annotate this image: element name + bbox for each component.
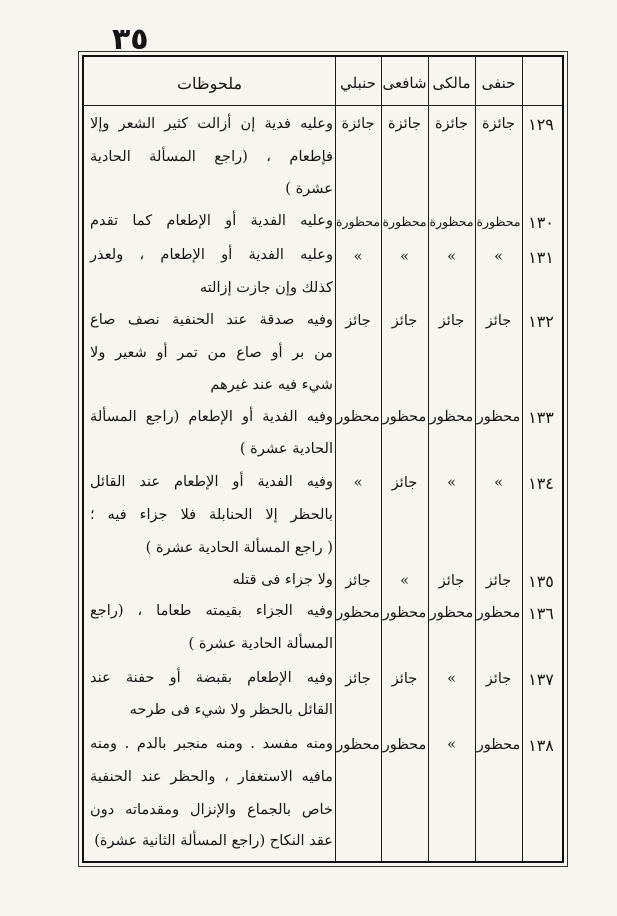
note-line: وفيه الإطعام بقبضة أو حفنة عند: [90, 669, 333, 686]
note-line: وفيه الجزاء بقيمته طعاما ، (راجع: [90, 602, 333, 619]
row-number: ١٢٩: [528, 115, 554, 134]
cell-hanbali: »: [353, 249, 363, 265]
note-line: وفيه الفدية أو الإطعام عند القائل: [90, 473, 333, 490]
header-shafii: شافعى: [382, 74, 427, 92]
cell-maliki: »: [447, 671, 456, 687]
header-number: [522, 65, 562, 101]
cell-maliki: »: [447, 249, 456, 265]
note-line: وفيه صدقة عند الحنفية نصف صاع: [90, 311, 333, 328]
row-number: ١٣٥: [528, 572, 554, 591]
cell-shafii: جائزة: [387, 116, 421, 132]
cell-hanbali: محظور: [336, 605, 380, 621]
cell-maliki: جائز: [438, 313, 465, 329]
note-line: من بر أو صاع من تمر أو شعير ولا: [90, 344, 333, 361]
row-number: ١٣٤: [528, 474, 554, 493]
cell-maliki: »: [447, 737, 456, 753]
cell-hanbali: جائز: [345, 671, 371, 687]
cell-shafii: محظور: [382, 737, 427, 753]
row-number: ١٣٠: [528, 213, 554, 232]
row-number: ١٣٣: [528, 408, 554, 427]
cell-hanafi: محظور: [476, 737, 521, 753]
note-line: بالحظر إلا الحنابلة فلا جزاء فيه ؛: [90, 506, 333, 523]
cell-hanafi: محظور: [476, 605, 521, 621]
row-number: ١٣١: [528, 248, 554, 267]
cell-maliki: محظورة: [429, 214, 474, 229]
header-hanbali: حنبلي: [340, 74, 376, 92]
note-line: المسألة الحادية عشرة ): [188, 635, 333, 652]
cell-maliki: »: [447, 475, 456, 491]
cell-shafii: جائز: [391, 313, 418, 329]
cell-hanafi: »: [494, 249, 503, 265]
note-line: وعليه فدية إن أزالت كثير الشعر وإلا: [90, 115, 333, 132]
cell-hanafi: محظورة: [476, 214, 521, 229]
note-line: وعليه الفدية أو الإطعام ، ولعذر: [90, 246, 333, 263]
note-line: عقد النكاح (راجع المسألة الثانية عشرة): [94, 832, 333, 849]
cell-hanafi: محظور: [476, 409, 521, 425]
cell-hanbali: محظور: [336, 409, 380, 425]
cell-hanbali: »: [353, 475, 363, 491]
header-maliki: مالكى: [432, 74, 471, 92]
note-line: شيء فيه عند غيرهم: [210, 376, 333, 393]
cell-hanbali: جائز: [345, 573, 371, 589]
note-line: كذلك وإن جازت إزالته: [199, 279, 333, 296]
cell-shafii: »: [400, 249, 409, 265]
row-number: ١٣٧: [528, 670, 554, 689]
header-notes: ملحوظات: [176, 73, 243, 93]
header-divider: [84, 105, 562, 106]
note-line: عشرة ): [285, 180, 333, 197]
cell-hanafi: »: [494, 475, 503, 491]
row-number: ١٣٦: [528, 604, 554, 623]
cell-maliki: محظور: [429, 409, 474, 425]
note-line: وفيه الفدية أو الإطعام (راجع المسألة: [90, 408, 333, 425]
note-line: القائل بالحظر ولا شيء فى طرحه: [129, 701, 333, 718]
cell-hanbali: محظورة: [335, 214, 381, 229]
row-number: ١٣٢: [528, 312, 554, 331]
cell-shafii: محظور: [382, 409, 427, 425]
note-line: ولا جزاء فى قتله: [232, 571, 333, 588]
note-line: فإطعام ، (راجع المسألة الحادية: [90, 148, 333, 165]
cell-hanbali: جائزة: [341, 116, 375, 132]
note-line: ( راجع المسألة الحادية عشرة ): [145, 539, 333, 556]
cell-shafii: جائز: [391, 475, 418, 491]
note-line: الحادية عشرة ): [239, 440, 333, 457]
note-line: مافيه الاستغفار ، والحظر عند الحنفية: [90, 768, 333, 785]
cell-shafii: محظورة: [382, 214, 427, 229]
cell-hanafi: جائز: [485, 573, 512, 589]
note-line: وعليه الفدية أو الإطعام كما تقدم: [90, 212, 333, 229]
cell-maliki: جائزة: [434, 116, 468, 132]
cell-hanafi: جائز: [485, 313, 512, 329]
cell-shafii: جائز: [391, 671, 418, 687]
cell-shafii: »: [400, 573, 409, 589]
row-number: ١٣٨: [528, 736, 554, 755]
cell-shafii: محظور: [382, 605, 427, 621]
note-line: خاص بالجماع والإنزال ومقدماته دون: [90, 801, 333, 818]
header-hanafi: حنفى: [481, 74, 516, 92]
cell-hanafi: جائزة: [481, 116, 515, 132]
cell-hanbali: محظور: [336, 737, 380, 753]
cell-hanbali: جائز: [345, 313, 371, 329]
page-number: ٣٥: [112, 22, 149, 57]
cell-maliki: محظور: [429, 605, 474, 621]
cell-maliki: جائز: [438, 573, 465, 589]
note-line: ومنه مفسد . ومنه منجبر بالدم . ومنه: [90, 735, 333, 752]
cell-hanafi: جائز: [485, 671, 512, 687]
